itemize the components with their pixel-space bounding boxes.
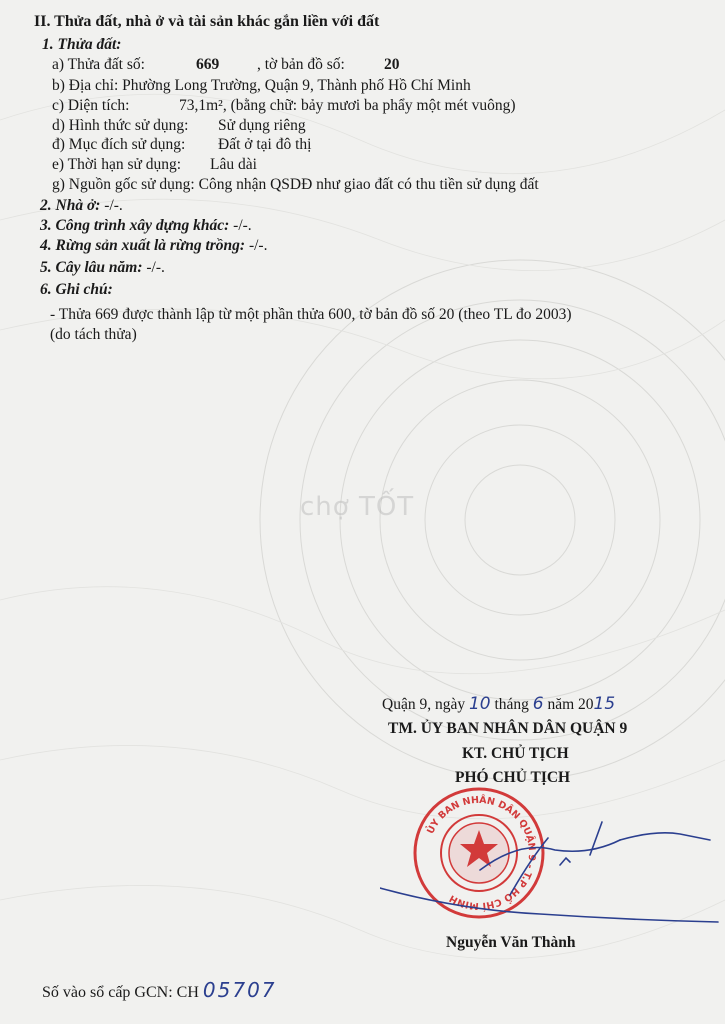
item4-row	[40, 236, 267, 256]
usage-form-label: d) Hình thức sử dụng:	[52, 117, 189, 134]
item6-heading: 6. Ghi chú:	[40, 281, 113, 298]
registry-number: 05707	[202, 978, 277, 1002]
date-month-label: tháng	[494, 696, 529, 713]
registry-label: Số vào sổ cấp GCN: CH	[42, 984, 199, 1001]
usage-origin-row: g) Nguồn gốc sử dụng: Công nhận QSDĐ như giao đất có thu tiền sử dụng đất	[52, 176, 539, 193]
note-line-1: - Thửa 669 được thành lập từ một phần thửa 600, tờ bản đồ số 20 (theo TL đo 2003)	[50, 306, 572, 323]
date-year-label: năm 20	[547, 696, 594, 713]
usage-form-value: Sử dụng riêng	[218, 117, 306, 134]
date-year-suffix: 15	[593, 694, 616, 714]
area-label: c) Diện tích:	[52, 97, 130, 114]
item2-heading: 2. Nhà ở:	[40, 197, 101, 214]
usage-form-row	[52, 116, 306, 136]
item3-row	[40, 216, 252, 236]
date-month: 6	[532, 694, 544, 714]
area-value: 73,1m², (bằng chữ: bảy mươi ba phẩy một mét vuông)	[179, 97, 516, 114]
date-prefix: Quận 9, ngày	[382, 696, 466, 713]
stamp-text: ỦY BAN NHÂN DÂN QUẬN 9 - T.P HỒ CHÍ MINH	[425, 794, 538, 912]
map-sheet-value: 20	[384, 56, 400, 73]
item1-heading: 1. Thửa đất:	[42, 36, 122, 53]
date-day: 10	[468, 694, 491, 714]
map-sheet-label: , tờ bản đồ số:	[257, 56, 345, 73]
area-row	[52, 96, 516, 116]
item4-value: -/-.	[248, 237, 268, 254]
item3-heading: 3. Công trình xây dựng khác:	[40, 217, 230, 234]
signer-kt-title: KT. CHỦ TỊCH	[462, 745, 569, 762]
address-row: b) Địa chỉ: Phường Long Trường, Quận 9, Thành phố Hồ Chí Minh	[52, 77, 471, 94]
signer-name: Nguyễn Văn Thành	[446, 934, 576, 951]
issue-date	[382, 694, 615, 715]
item5-row	[40, 258, 165, 278]
item5-value: -/-.	[146, 259, 165, 276]
note-line-2: (do tách thửa)	[50, 326, 137, 343]
usage-term-value: Lâu dài	[210, 156, 257, 173]
handwritten-signature	[380, 810, 720, 930]
usage-purpose-row	[52, 135, 312, 155]
watermark-text: chợ TỐT	[300, 492, 415, 522]
item4-heading: 4. Rừng sản xuất là rừng trồng:	[40, 237, 246, 254]
section-title: II. Thửa đất, nhà ở và tài sản khác gắn liền với đất	[34, 13, 380, 30]
parcel-number-value: 669	[196, 56, 220, 73]
item3-value: -/-.	[233, 217, 252, 234]
usage-purpose-label: đ) Mục đích sử dụng:	[52, 136, 186, 153]
registry-row	[42, 980, 277, 1003]
signer-role: PHÓ CHỦ TỊCH	[455, 769, 571, 786]
usage-term-row	[52, 155, 257, 175]
parcel-number-label: a) Thửa đất số:	[52, 56, 145, 73]
item2-value: -/-.	[104, 197, 123, 214]
item5-heading: 5. Cây lâu năm:	[40, 259, 143, 276]
item2-row	[40, 196, 123, 216]
parcel-number-row	[52, 55, 400, 75]
usage-purpose-value: Đất ở tại đô thị	[218, 136, 312, 153]
issuing-organization: TM. ỦY BAN NHÂN DÂN QUẬN 9	[388, 720, 628, 737]
usage-term-label: e) Thời hạn sử dụng:	[52, 156, 182, 173]
